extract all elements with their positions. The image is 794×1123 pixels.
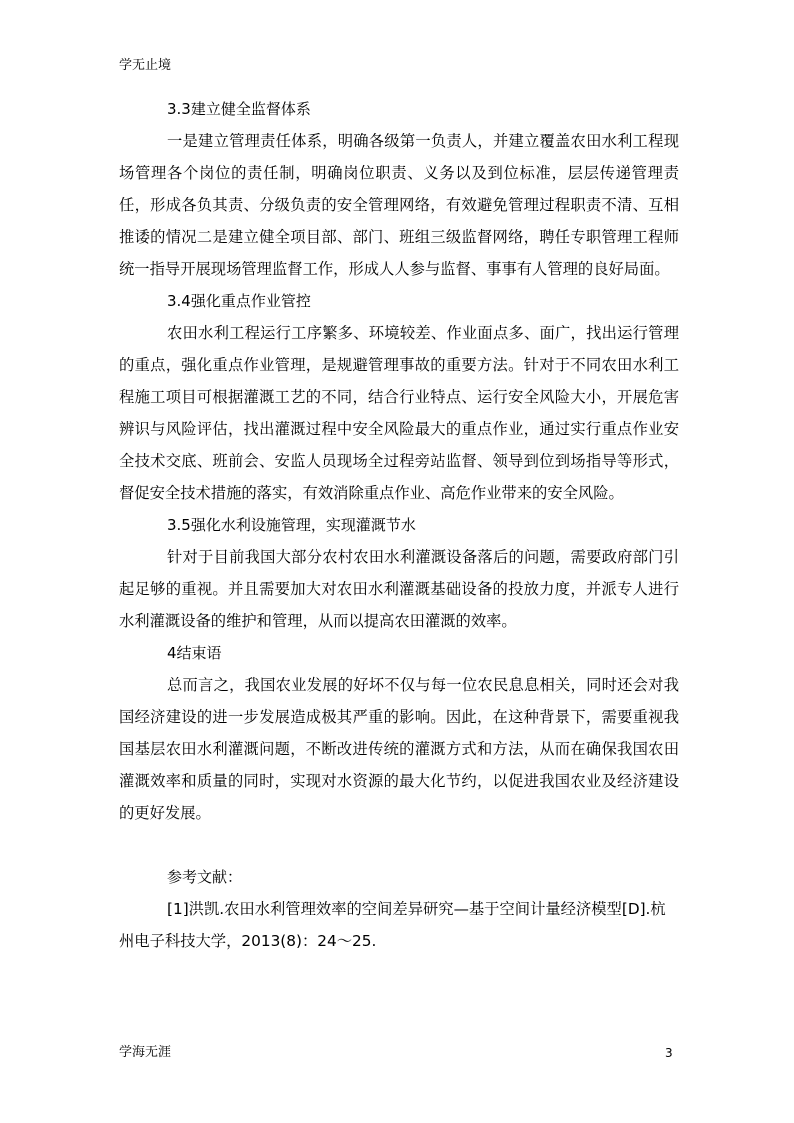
section-3-5-heading: 3.5强化水利设施管理，实现灌溉节水 [167, 516, 416, 534]
page-number: 3 [665, 1046, 673, 1060]
section-3-5-paragraph: 针对于目前我国大部分农村农田水利灌溉设备落后的问题，需要政府部门引起足够的重视。并且需要加大对农田水利灌溉基础设备的投放力度，并派专人进行水利灌溉设备的维护和管理，从而以提高农田灌溉的效率。 [119, 548, 679, 630]
document-body [119, 93, 679, 957]
section-4-heading: 4结束语 [167, 644, 222, 662]
section-3-4-heading: 3.4强化重点作业管控 [167, 292, 311, 310]
section-3-4-paragraph: 农田水利工程运行工序繁多、环境较差、作业面点多、面广，找出运行管理的重点，强化重点作业管理，是规避管理事故的重要方法。针对于不同农田水利工程施工项目可根据灌溉工艺的不同，结合行业特点、运行安全风险大小，开展危害辨识与风险评估，找出灌溉过程中安全风险最大的重点作业，通过实行重点作业安全技术交底、班前会、安监人员现场全过程旁站监督、领导到位到场指导等形式，督促安全技术措施的落实，有效消除重点作业、高危作业带来的安全风险。 [119, 324, 679, 502]
references-heading: 参考文献： [167, 868, 243, 886]
section-4-paragraph: 总而言之，我国农业发展的好坏不仅与每一位农民息息相关，同时还会对我国经济建设的进一步发展造成极其严重的影响。因此，在这种背景下，需要重视我国基层农田水利灌溉问题，不断改进传统的灌溉方式和方法，从而在确保我国农田灌溉效率和质量的同时，实现对水资源的最大化节约，以促进我国农业及经济建设的更好发展。 [119, 676, 679, 822]
section-3-3-paragraph: 一是建立管理责任体系，明确各级第一负责人，并建立覆盖农田水利工程现场管理各个岗位的责任制，明确岗位职责、义务以及到位标准，层层传递管理责任，形成各负其责、分级负责的安全管理网络，有效避免管理过程职责不清、互相推诿的情况二是建立健全项目部、部门、班组三级监督网络，聘任专职管理工程师统一指导开展现场管理监督工作，形成人人参与监督、事事有人管理的良好局面。 [119, 132, 679, 278]
page-header-text: 学无止境 [119, 58, 172, 73]
reference-item: [1]洪凯.农田水利管理效率的空间差异研究—基于空间计量经济模型[D].杭州电子科技大学，2013(8)：24～25. [119, 900, 666, 950]
section-spacer [119, 829, 679, 861]
section-3-3-heading: 3.3建立健全监督体系 [167, 100, 311, 118]
page-footer-text: 学海无涯 [119, 1045, 172, 1060]
